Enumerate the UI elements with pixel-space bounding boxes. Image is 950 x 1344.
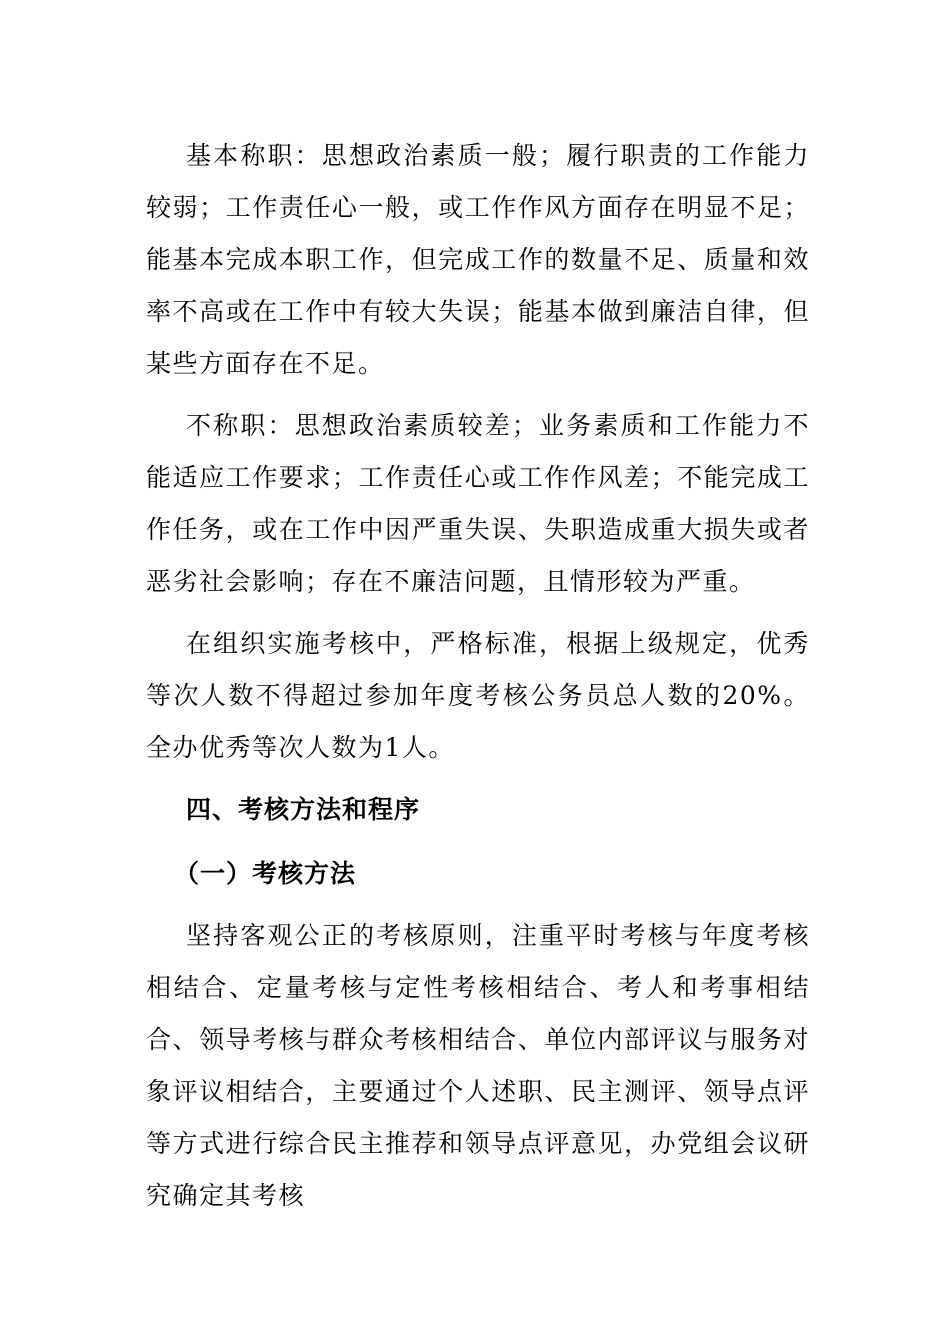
paragraph-basic-competent: 基本称职：思想政治素质一般；履行职责的工作能力较弱；工作责任心一般，或工作作风方面存在明显不足；能基本完成本职工作，但完成工作的数量不足、质量和效率不高或在工作中有较大失误；能基本做到廉洁自律，但某些方面存在不足。 xyxy=(146,141,810,378)
paragraph-quota: 在组织实施考核中，严格标准，根据上级规定，优秀等次人数不得超过参加年度考核公务员总人数的20%。全办优秀等次人数为1人。 xyxy=(146,629,810,762)
document-body xyxy=(146,130,810,1232)
paragraph-method-body: 坚持客观公正的考核原则，注重平时考核与年度考核相结合、定量考核与定性考核相结合、考人和考事相结合、领导考核与群众考核相结合、单位内部评议与服务对象评议相结合，主要通过个人述职、民主测评、领导点评等方式进行综合民主推荐和领导点评意见，办党组会议研究确定其考核 xyxy=(146,921,810,1210)
subsection-heading: （一）考核方法 xyxy=(174,859,357,888)
paragraph-incompetent: 不称职：思想政治素质较差；业务素质和工作能力不能适应工作要求；工作责任心或工作作风差；不能完成工作任务，或在工作中因严重失误、失职造成重大损失或者恶劣社会影响；存在不廉洁问题，且情形较为严重。 xyxy=(146,411,810,596)
section-heading: 四、考核方法和程序 xyxy=(186,795,421,824)
